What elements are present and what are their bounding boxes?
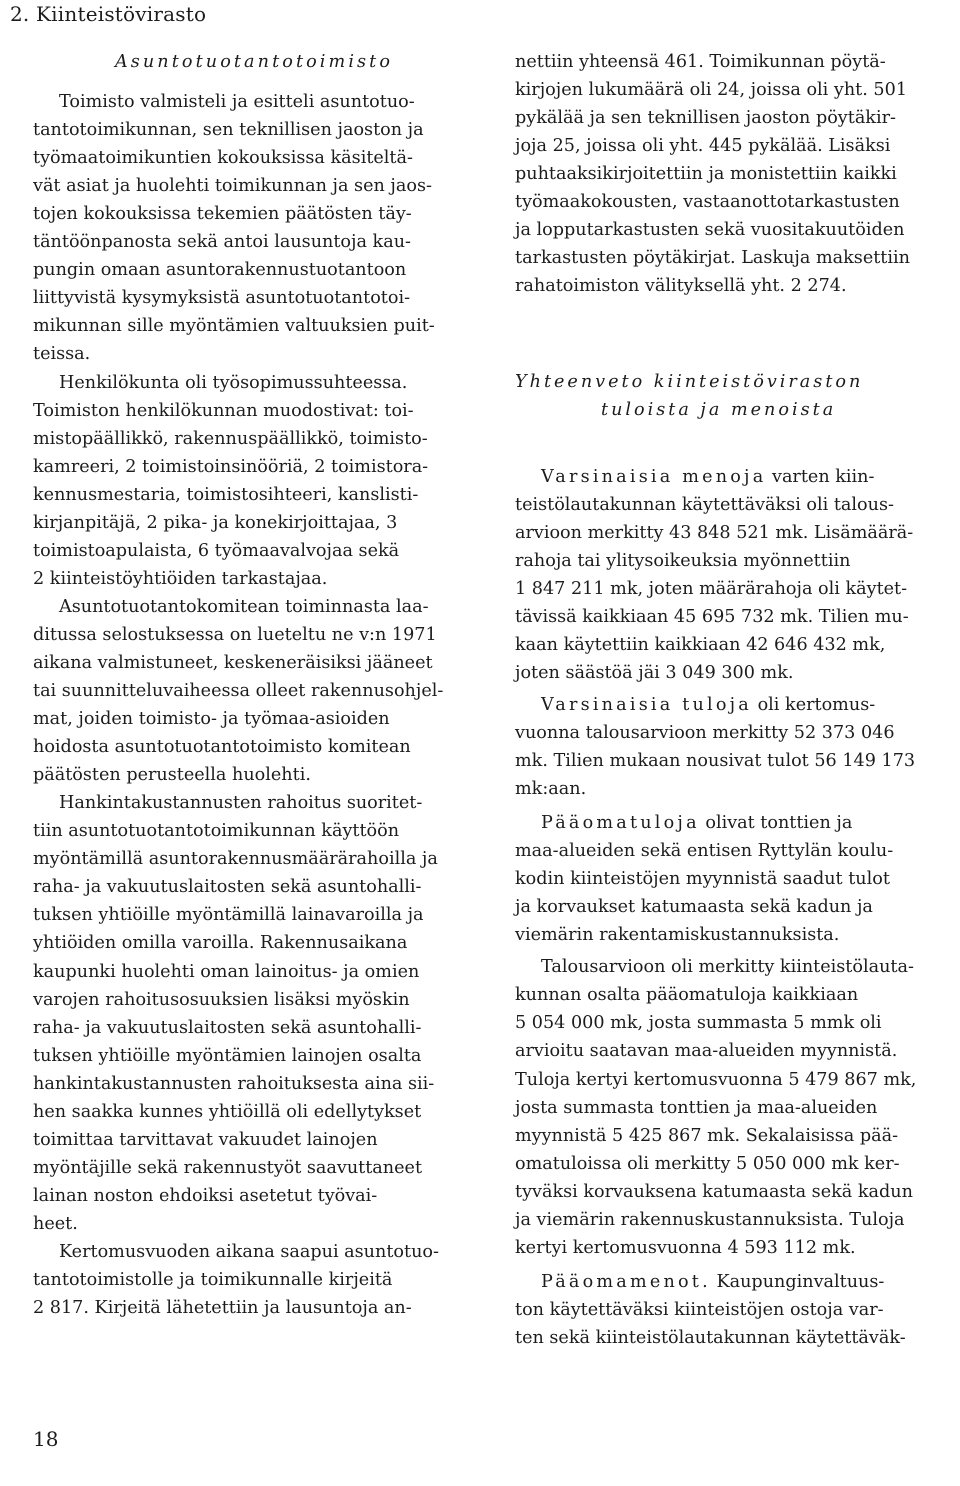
text-line: hen saakka kunnes yhtiöillä oli edellytykset xyxy=(33,1101,422,1122)
first-line-rest: oli kertomus- xyxy=(752,694,876,715)
section-heading-asuntotuotantotoimisto: Asuntotuotantotoimisto xyxy=(114,52,394,72)
text-line: Talousarvioon oli merkitty kiinteistölauta- xyxy=(541,957,914,978)
paragraph-first-line xyxy=(515,809,960,837)
text-line: tantotoimistolle ja toimikunnalle kirjeitä xyxy=(33,1270,393,1291)
text-line: työmaatoimikuntien kokouksissa käsiteltä- xyxy=(33,148,413,169)
right-column xyxy=(515,48,960,1352)
spaced-lead: Pääomatuloja xyxy=(541,813,700,834)
text-line: toimittaa tarvittavat vakuudet lainojen xyxy=(33,1129,378,1150)
text-line: myöntämillä asuntorakennusmäärärahoilla ja xyxy=(33,849,438,870)
text-line: työmaakokousten, vastaanottotarkastusten xyxy=(515,192,900,213)
text-line: viemärin rakentamiskustannuksista. xyxy=(515,925,840,946)
spaced-lead: Pääomamenot. xyxy=(541,1271,711,1292)
text-line: mk:aan. xyxy=(515,779,587,800)
first-line-rest: varten kiin- xyxy=(766,466,875,487)
text-line: mat, joiden toimisto- ja työmaa-asioiden xyxy=(33,709,390,730)
text-line: 2 kiinteistöyhtiöiden tarkastajaa. xyxy=(33,568,328,589)
text-line: heet. xyxy=(33,1213,78,1234)
paragraph-varsinaiset-tulot xyxy=(515,691,960,803)
paragraph-first-line xyxy=(515,463,960,491)
text-line: kaupunki huolehti oman lainoitus- ja omien xyxy=(33,961,420,982)
text-line: rahoja tai ylitysoikeuksia myönnettiin xyxy=(515,550,851,571)
text-line: Tuloja kertyi kertomusvuonna 5 479 867 mk, xyxy=(515,1069,917,1090)
text-line: Toimiston henkilökunnan muodostivat: toi- xyxy=(33,400,414,421)
text-line: ten sekä kiinteistölautakunnan käytettäväk- xyxy=(515,1327,906,1348)
text-line: 2 817. Kirjeitä lähetettiin ja lausuntoja an- xyxy=(33,1298,412,1319)
text-line: aikana valmistuneet, keskeneräisiksi jääneet xyxy=(33,652,433,673)
text-line: yhtiöiden omilla varoilla. Rakennusaikana xyxy=(33,933,408,954)
text-line: raha- ja vakuutuslaitosten sekä asuntohalli- xyxy=(33,877,422,898)
text-line: hoidosta asuntotuotantotoimisto komitean xyxy=(33,737,411,758)
text-line: kirjanpitäjä, 2 pika- ja konekirjoittajaa, 3 xyxy=(33,512,398,533)
text-line: myynnistä 5 425 867 mk. Sekalaisissa pää- xyxy=(515,1125,899,1146)
text-line: teistölautakunnan käytettäväksi oli talous- xyxy=(515,494,894,515)
spaced-lead: Varsinaisia tuloja xyxy=(541,694,752,715)
text-line: hankintakustannusten rahoituksesta aina sii- xyxy=(33,1073,435,1094)
text-line: päätösten perusteella huolehti. xyxy=(33,765,311,786)
text-line: tai suunnitteluvaiheessa olleet rakennusohjel- xyxy=(33,681,444,702)
section-heading-yhteenveto xyxy=(515,368,960,424)
text-line: tyväksi korvauksena katumaasta sekä kadun xyxy=(515,1181,913,1202)
page-number: 18 xyxy=(33,1427,59,1451)
text-line: kamreeri, 2 toimistoinsinööriä, 2 toimistora- xyxy=(33,456,429,477)
text-line: Henkilökunta oli työsopimussuhteessa. xyxy=(59,372,408,393)
paragraph-first-line xyxy=(515,1268,960,1296)
text-line: kaan käytettiin kaikkiaan 42 646 432 mk, xyxy=(515,634,886,655)
first-line-rest: Kaupunginvaltuus- xyxy=(710,1271,885,1292)
text-line: Asuntotuotantokomitean toiminnasta laa- xyxy=(59,596,429,617)
text-line: ja korvaukset katumaasta sekä kadun ja xyxy=(515,897,873,918)
text-line: lainan noston ehdoiksi asetetut työvai- xyxy=(33,1185,378,1206)
text-line: ton käytettäväksi kiinteistöjen ostoja var- xyxy=(515,1299,884,1320)
text-line: mk. Tilien mukaan nousivat tulot 56 149 173 xyxy=(515,750,916,771)
text-line: tarkastusten pöytäkirjat. Laskuja maksettiin xyxy=(515,248,910,269)
text-line: 5 054 000 mk, josta summasta 5 mmk oli xyxy=(515,1013,882,1034)
paragraph-paaomatulot xyxy=(515,809,960,949)
text-line: ditussa selostuksessa on lueteltu ne v:n 1971 xyxy=(33,624,437,645)
text-line: tiin asuntotuotantotoimikunnan käyttöön xyxy=(33,821,400,842)
text-line: teissa. xyxy=(33,344,91,365)
text-line: kennusmestaria, toimistosihteeri, kanslisti- xyxy=(33,484,419,505)
text-line: kunnan osalta pääomatuloja kaikkiaan xyxy=(515,985,859,1006)
text-line: josta summasta tonttien ja maa-alueiden xyxy=(515,1097,878,1118)
text-line: raha- ja vakuutuslaitosten sekä asuntohalli- xyxy=(33,1017,422,1038)
paragraph-paaomamenot xyxy=(515,1268,960,1352)
paragraph-talousarvio xyxy=(515,953,960,1262)
text-line: tojen kokouksissa tekemien päätösten täy- xyxy=(33,204,412,225)
right-column-continuation xyxy=(515,48,960,300)
text-line: tuksen yhtiöille myöntämillä lainavaroilla ja xyxy=(33,905,424,926)
text-line: myöntäjille sekä rakennustyöt saavuttaneet xyxy=(33,1157,423,1178)
text-line: arvioon merkitty 43 848 521 mk. Lisämäärä- xyxy=(515,522,914,543)
text-line: ja lopputarkastusten sekä vuositakuutöiden xyxy=(515,220,905,241)
running-head: 2. Kiinteistövirasto xyxy=(10,2,207,26)
text-line: 1 847 211 mk, joten määrärahoja oli käytet- xyxy=(515,578,908,599)
text-line: vuonna talousarvioon merkitty 52 373 046 xyxy=(515,722,895,743)
text-line: joten säästöä jäi 3 049 300 mk. xyxy=(515,662,794,683)
text-line: omatuloissa oli merkitty 5 050 000 mk ker- xyxy=(515,1153,900,1174)
text-line: pungin omaan asuntorakennustuotantoon xyxy=(33,260,407,281)
text-line: tävissä kaikkiaan 45 695 732 mk. Tilien mu- xyxy=(515,606,909,627)
text-line: ja viemärin rakennuskustannuksista. Tuloja xyxy=(515,1209,905,1230)
text-line: pykälää ja sen teknillisen jaoston pöytäkir- xyxy=(515,108,896,129)
spaced-lead: Varsinaisia menoja xyxy=(541,466,767,487)
text-line: täntöönpanosta sekä antoi lausuntoja kau- xyxy=(33,232,411,253)
first-line-rest: olivat tonttien ja xyxy=(699,813,853,834)
text-line: puhtaaksikirjoitettiin ja monistettiin kaikki xyxy=(515,164,897,185)
text-line: joja 25, joissa oli yht. 445 pykälää. Lisäksi xyxy=(515,136,891,157)
text-line: mikunnan sille myöntämien valtuuksien puit- xyxy=(33,316,435,337)
text-line: vät asiat ja huolehti toimikunnan ja sen jaos- xyxy=(33,176,432,197)
paragraph-first-line xyxy=(515,691,960,719)
text-line: toimistoapulaista, 6 työmaavalvojaa sekä xyxy=(33,540,400,561)
text-line: kodin kiinteistöjen myynnistä saadut tulot xyxy=(515,869,890,890)
left-column xyxy=(33,48,475,1322)
text-line: varojen rahoitusosuuksien lisäksi myöskin xyxy=(33,989,410,1010)
text-line: arvioitu saatavan maa-alueiden myynnistä. xyxy=(515,1041,898,1062)
text-line: kertyi kertomusvuonna 4 593 112 mk. xyxy=(515,1237,856,1258)
text-line: Hankintakustannusten rahoitus suoritet- xyxy=(59,793,423,814)
text-line: nettiin yhteensä 461. Toimikunnan pöytä- xyxy=(515,52,886,72)
text-line: tantotoimikunnan, sen teknillisen jaoston ja xyxy=(33,120,424,141)
text-line: kirjojen lukumäärä oli 24, joissa oli yht. 501 xyxy=(515,80,908,101)
text-line: maa-alueiden sekä entisen Ryttylän koulu- xyxy=(515,841,894,862)
paragraph-varsinaiset-menot xyxy=(515,463,960,687)
text-line: tuksen yhtiöille myöntämien lainojen osalta xyxy=(33,1045,422,1066)
text-line: mistopäällikkö, rakennuspäällikkö, toimisto- xyxy=(33,428,428,449)
text-line: Kertomusvuoden aikana saapui asuntotuo- xyxy=(59,1241,439,1262)
section-heading-line-2: tuloista ja menoista xyxy=(601,400,837,421)
section-heading-line-1: Yhteenveto kiinteistöviraston xyxy=(515,372,864,393)
left-column-text xyxy=(33,88,475,1322)
text-line: Toimisto valmisteli ja esitteli asuntotuo- xyxy=(59,92,415,113)
text-line: liittyvistä kysymyksistä asuntotuotantotoi- xyxy=(33,288,411,309)
text-line: rahatoimiston välityksellä yht. 2 274. xyxy=(515,276,847,297)
